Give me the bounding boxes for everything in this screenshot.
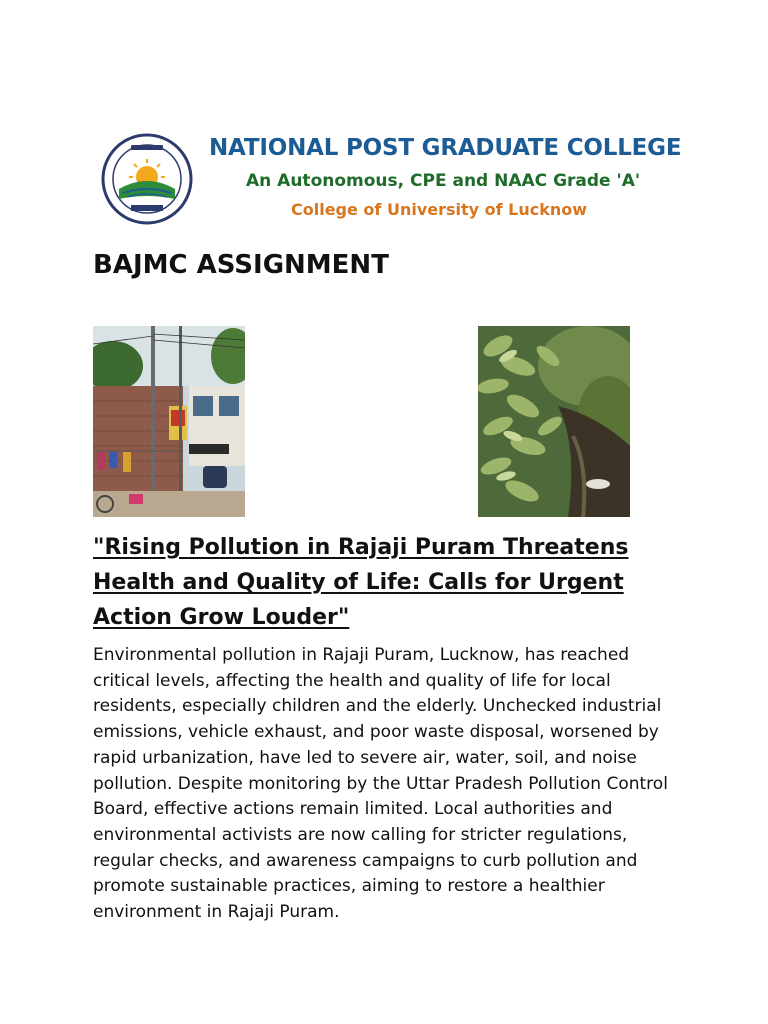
college-affiliation: College of University of Lucknow [291,200,588,219]
college-subtitle: An Autonomous, CPE and NAAC Grade 'A' [246,171,641,191]
street-scene-photo [93,326,245,517]
college-seal-icon [101,133,193,225]
college-name: NATIONAL POST GRADUATE COLLEGE [209,135,682,161]
college-header-banner [93,103,711,238]
document-title: BAJMC ASSIGNMENT [93,250,389,280]
polluted-drain-photo [478,326,630,517]
article-body: Environmental pollution in Rajaji Puram, Lucknow, has reached critical levels, affecting the health and quality of life for local residents, especially children and the elderly. Unchecked industrial emissions, vehicle exhaust, and poor waste disposal, worsened by rapid urbanization, have led to severe air, water, soil, and noise pollution. Despite monitoring by the Uttar Pradesh Pollution Control Board, effective actions remain limited. Local authorities and environmental activists are now calling for stricter regulations, regular checks, and awareness campaigns to curb pollution and promote sustainable practices, aiming to restore a healthier environment in Rajaji Puram. [93,645,668,923]
article-headline: "Rising Pollution in Rajaji Puram Threatens Health and Quality of Life: Calls for Urgent Action Grow Louder" [93,535,629,630]
